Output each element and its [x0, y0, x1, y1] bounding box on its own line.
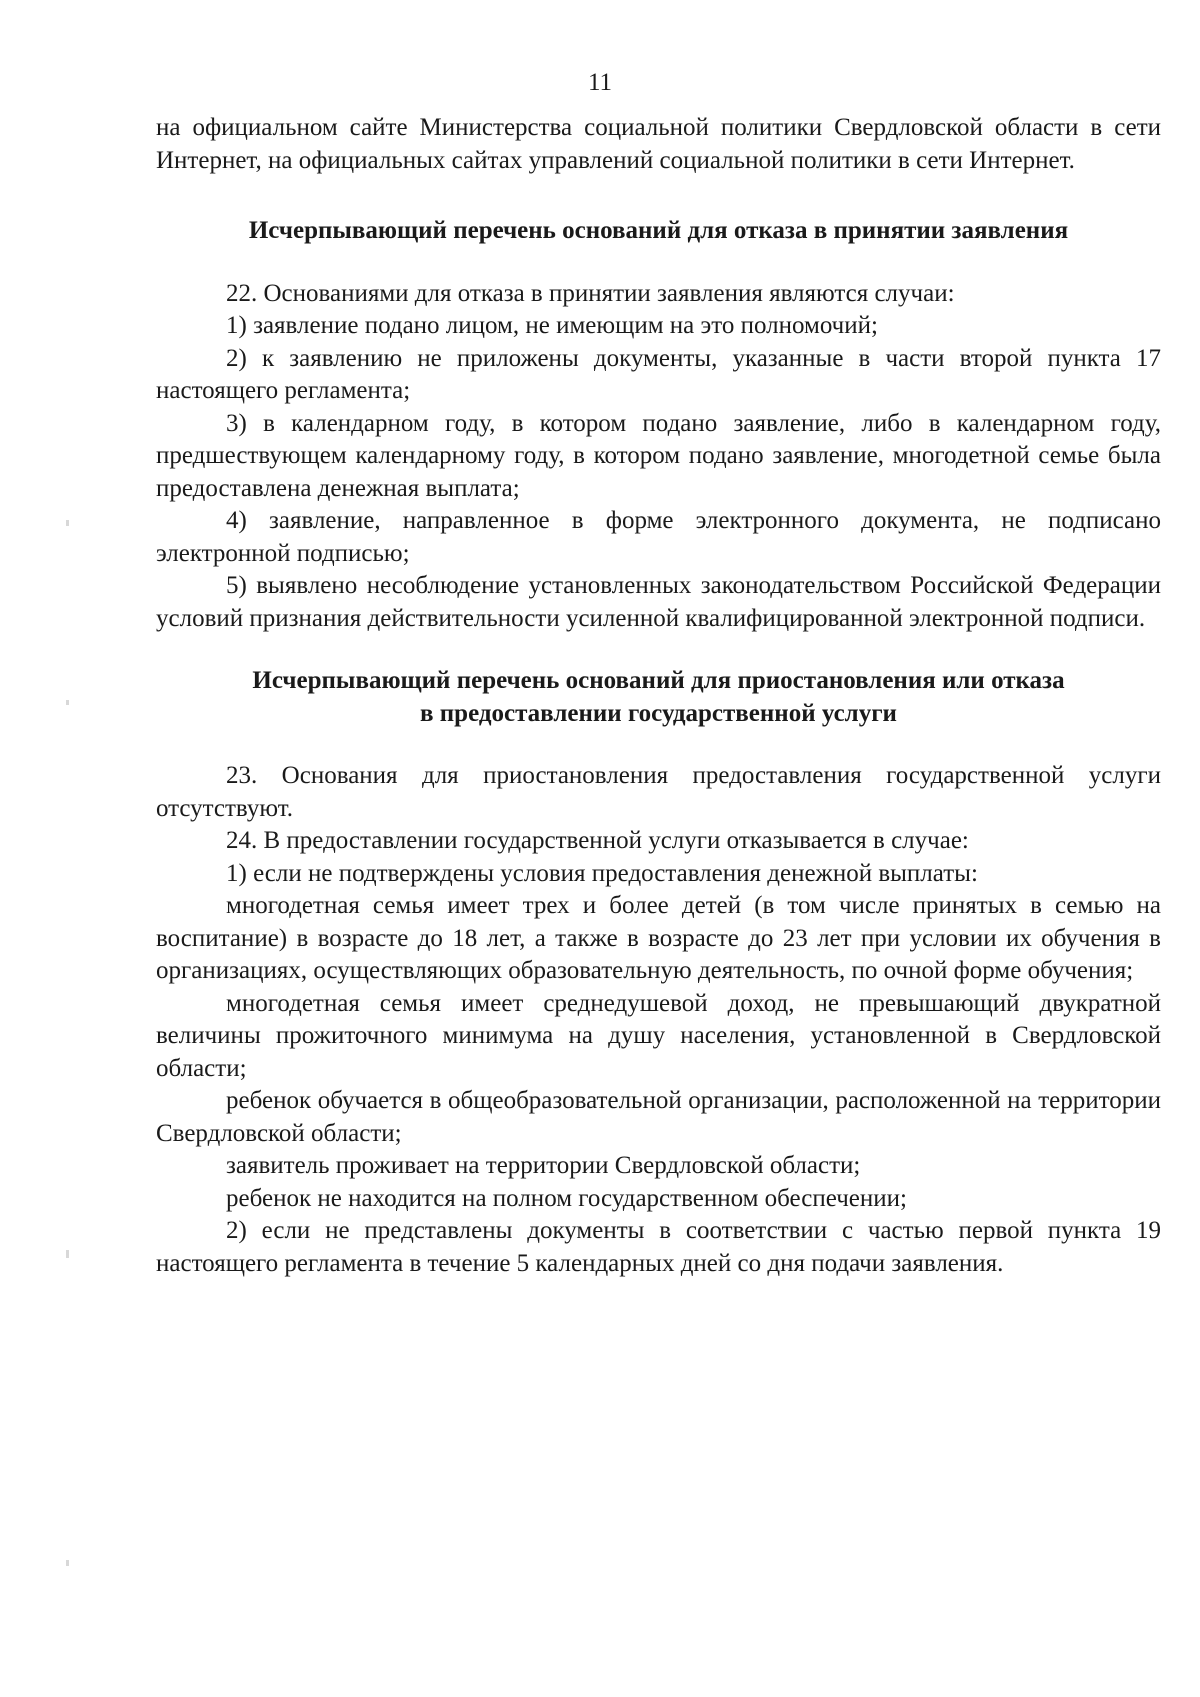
- scan-artifact: [66, 1560, 69, 1566]
- scan-artifact: [66, 1250, 69, 1258]
- clause-22: 22. Основаниями для отказа в принятии заявления являются случаи:: [226, 279, 955, 307]
- clause-24-item-1: 1) если не подтверждены условия предоставления денежной выплаты:: [226, 859, 978, 887]
- section-heading-suspension-line2: в предоставлении государственной услуги: [420, 699, 897, 727]
- clause-24: 24. В предоставлении государственной услуги отказывается в случае:: [226, 827, 969, 854]
- condition-state-support: ребенок не находится на полном государственном обеспечении;: [226, 1184, 907, 1212]
- clause-24-item-2: 2) если не представлены документы в соответствии с частью первой пункта 19 настоящего регламента в течение 5 календарных дней со дня подачи заявления.: [156, 1217, 1161, 1277]
- condition-large-family: многодетная семья имеет трех и более детей (в том числе принятых в семью на воспитание) в возрасте до 18 лет, а также в возрасте до 23 лет при условии их обучения в организациях, осуществляющих образовательную деятельность, по очной форме обучения;: [156, 892, 1161, 984]
- document-body: [156, 112, 1161, 1280]
- clause-23: 23. Основания для приостановления предоставления государственной услуги отсутствуют.: [156, 762, 1161, 822]
- condition-income: многодетная семья имеет среднедушевой доход, не превышающий двукратной величины прожиточного минимума на душу населения, установленной в Свердловской области;: [156, 989, 1161, 1082]
- scan-artifact: [66, 520, 69, 526]
- clause-22-item-3: 3) в календарном году, в котором подано заявление, либо в календарном году, предшествующем календарному году, в котором подано заявление, многодетной семье была предоставлена денежная выплата;: [156, 409, 1161, 502]
- page-number: 11: [587, 69, 613, 96]
- condition-school: ребенок обучается в общеобразовательной организации, расположенной на территории Свердловской области;: [156, 1087, 1161, 1147]
- scan-artifact: [66, 700, 69, 705]
- clause-22-item-4: 4) заявление, направленное в форме электронного документа, не подписано электронной подписью;: [156, 507, 1161, 567]
- condition-residence: заявитель проживает на территории Свердловской области;: [226, 1152, 861, 1179]
- clause-22-item-1: 1) заявление подано лицом, не имеющим на это полномочий;: [226, 312, 878, 339]
- intro-paragraph: на официальном сайте Министерства социальной политики Свердловской области в сети Интернет, на официальных сайтах управлений социальной политики в сети Интернет.: [156, 114, 1161, 174]
- clause-22-item-2: 2) к заявлению не приложены документы, указанные в части второй пункта 17 настоящего регламента;: [156, 344, 1161, 404]
- section-heading-suspension-line1: Исчерпывающий перечень оснований для приостановления или отказа: [252, 667, 1065, 694]
- clause-22-item-5: 5) выявлено несоблюдение установленных законодательством Российской Федерации условий признания действительности усиленной квалифицированной электронной подписи.: [156, 572, 1161, 632]
- section-heading-refusal-acceptance: Исчерпывающий перечень оснований для отказа в принятии заявления: [248, 217, 1069, 244]
